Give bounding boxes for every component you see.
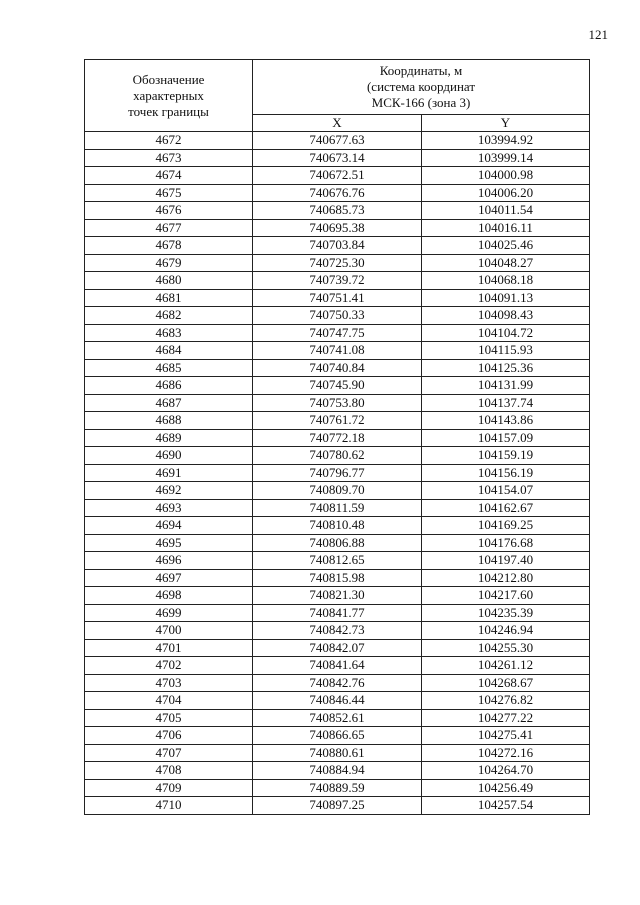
y-coordinate-cell: 104277.22 bbox=[422, 709, 590, 727]
point-id-cell: 4684 bbox=[85, 342, 253, 360]
x-coordinate-cell: 740809.70 bbox=[253, 482, 422, 500]
x-coordinate-cell: 740745.90 bbox=[253, 377, 422, 395]
point-id-cell: 4710 bbox=[85, 797, 253, 815]
x-coordinate-cell: 740846.44 bbox=[253, 692, 422, 710]
y-coordinate-cell: 104025.46 bbox=[422, 237, 590, 255]
y-coordinate-cell: 104068.18 bbox=[422, 272, 590, 290]
x-coordinate-cell: 740897.25 bbox=[253, 797, 422, 815]
point-id-cell: 4700 bbox=[85, 622, 253, 640]
table-row bbox=[85, 359, 590, 377]
point-id-cell: 4698 bbox=[85, 587, 253, 605]
y-coordinate-cell: 104217.60 bbox=[422, 587, 590, 605]
table-row bbox=[85, 779, 590, 797]
x-coordinate-cell: 740880.61 bbox=[253, 744, 422, 762]
y-coordinate-cell: 104257.54 bbox=[422, 797, 590, 815]
point-id-cell: 4687 bbox=[85, 394, 253, 412]
point-id-cell: 4677 bbox=[85, 219, 253, 237]
point-id-cell: 4690 bbox=[85, 447, 253, 465]
point-id-cell: 4686 bbox=[85, 377, 253, 395]
table-row bbox=[85, 342, 590, 360]
point-id-cell: 4680 bbox=[85, 272, 253, 290]
y-coordinate-cell: 104125.36 bbox=[422, 359, 590, 377]
x-coordinate-cell: 740772.18 bbox=[253, 429, 422, 447]
y-coordinate-cell: 104000.98 bbox=[422, 167, 590, 185]
table-row bbox=[85, 604, 590, 622]
point-id-cell: 4699 bbox=[85, 604, 253, 622]
point-id-cell: 4675 bbox=[85, 184, 253, 202]
y-coordinate-cell: 104159.19 bbox=[422, 447, 590, 465]
y-coordinate-cell: 104098.43 bbox=[422, 307, 590, 325]
x-coordinate-cell: 740815.98 bbox=[253, 569, 422, 587]
table-row bbox=[85, 464, 590, 482]
point-id-cell: 4674 bbox=[85, 167, 253, 185]
x-coordinate-cell: 740672.51 bbox=[253, 167, 422, 185]
x-coordinate-cell: 740852.61 bbox=[253, 709, 422, 727]
point-id-cell: 4701 bbox=[85, 639, 253, 657]
y-coordinate-cell: 103999.14 bbox=[422, 149, 590, 167]
y-coordinate-cell: 104235.39 bbox=[422, 604, 590, 622]
x-coordinate-cell: 740866.65 bbox=[253, 727, 422, 745]
y-coordinate-cell: 104154.07 bbox=[422, 482, 590, 500]
point-id-cell: 4696 bbox=[85, 552, 253, 570]
x-coordinate-cell: 740703.84 bbox=[253, 237, 422, 255]
table-row bbox=[85, 657, 590, 675]
x-coordinate-cell: 740747.75 bbox=[253, 324, 422, 342]
point-id-cell: 4679 bbox=[85, 254, 253, 272]
y-coordinate-cell: 104272.16 bbox=[422, 744, 590, 762]
y-coordinate-cell: 104131.99 bbox=[422, 377, 590, 395]
point-id-cell: 4694 bbox=[85, 517, 253, 535]
point-id-cell: 4704 bbox=[85, 692, 253, 710]
y-column-header: Y bbox=[422, 115, 590, 132]
x-coordinate-cell: 740673.14 bbox=[253, 149, 422, 167]
y-coordinate-cell: 104115.93 bbox=[422, 342, 590, 360]
x-coordinate-cell: 740740.84 bbox=[253, 359, 422, 377]
point-id-cell: 4693 bbox=[85, 499, 253, 517]
y-coordinate-cell: 104006.20 bbox=[422, 184, 590, 202]
y-coordinate-cell: 104256.49 bbox=[422, 779, 590, 797]
y-coordinate-cell: 104169.25 bbox=[422, 517, 590, 535]
x-coordinate-cell: 740889.59 bbox=[253, 779, 422, 797]
point-id-cell: 4707 bbox=[85, 744, 253, 762]
x-coordinate-cell: 740676.76 bbox=[253, 184, 422, 202]
coordinates-header: Координаты, м (система координат МСК-166 (зона 3) bbox=[253, 60, 590, 115]
table-row bbox=[85, 429, 590, 447]
table-row bbox=[85, 569, 590, 587]
point-id-cell: 4705 bbox=[85, 709, 253, 727]
table-row bbox=[85, 167, 590, 185]
x-coordinate-cell: 740811.59 bbox=[253, 499, 422, 517]
y-coordinate-cell: 104212.80 bbox=[422, 569, 590, 587]
y-coordinate-cell: 104137.74 bbox=[422, 394, 590, 412]
y-coordinate-cell: 104275.41 bbox=[422, 727, 590, 745]
x-coordinate-cell: 740753.80 bbox=[253, 394, 422, 412]
table-row bbox=[85, 184, 590, 202]
table-row bbox=[85, 727, 590, 745]
x-coordinate-cell: 740750.33 bbox=[253, 307, 422, 325]
table-row bbox=[85, 289, 590, 307]
table-row bbox=[85, 307, 590, 325]
table-row bbox=[85, 709, 590, 727]
y-coordinate-cell: 104176.68 bbox=[422, 534, 590, 552]
x-coordinate-cell: 740842.76 bbox=[253, 674, 422, 692]
y-coordinate-cell: 104157.09 bbox=[422, 429, 590, 447]
x-coordinate-cell: 740884.94 bbox=[253, 762, 422, 780]
table-row bbox=[85, 219, 590, 237]
point-id-cell: 4708 bbox=[85, 762, 253, 780]
point-designation-header: Обозначение характерных точек границы bbox=[85, 60, 253, 132]
x-column-header: X bbox=[253, 115, 422, 132]
table-row bbox=[85, 254, 590, 272]
table-body bbox=[85, 132, 590, 815]
table-row bbox=[85, 587, 590, 605]
x-coordinate-cell: 740677.63 bbox=[253, 132, 422, 150]
table-row bbox=[85, 552, 590, 570]
table-row bbox=[85, 394, 590, 412]
point-id-cell: 4706 bbox=[85, 727, 253, 745]
y-coordinate-cell: 104156.19 bbox=[422, 464, 590, 482]
table-row bbox=[85, 797, 590, 815]
x-coordinate-cell: 740841.77 bbox=[253, 604, 422, 622]
x-coordinate-cell: 740821.30 bbox=[253, 587, 422, 605]
x-coordinate-cell: 740751.41 bbox=[253, 289, 422, 307]
point-id-cell: 4676 bbox=[85, 202, 253, 220]
point-id-cell: 4709 bbox=[85, 779, 253, 797]
x-coordinate-cell: 740806.88 bbox=[253, 534, 422, 552]
table-row bbox=[85, 639, 590, 657]
table-row bbox=[85, 499, 590, 517]
y-coordinate-cell: 104264.70 bbox=[422, 762, 590, 780]
point-id-cell: 4689 bbox=[85, 429, 253, 447]
point-id-cell: 4673 bbox=[85, 149, 253, 167]
x-coordinate-cell: 740739.72 bbox=[253, 272, 422, 290]
table-row bbox=[85, 272, 590, 290]
x-coordinate-cell: 740810.48 bbox=[253, 517, 422, 535]
y-coordinate-cell: 104016.11 bbox=[422, 219, 590, 237]
table-row bbox=[85, 622, 590, 640]
table-row bbox=[85, 674, 590, 692]
x-coordinate-cell: 740812.65 bbox=[253, 552, 422, 570]
point-id-cell: 4697 bbox=[85, 569, 253, 587]
point-id-cell: 4702 bbox=[85, 657, 253, 675]
table-row bbox=[85, 692, 590, 710]
y-coordinate-cell: 104104.72 bbox=[422, 324, 590, 342]
y-coordinate-cell: 104268.67 bbox=[422, 674, 590, 692]
x-coordinate-cell: 740695.38 bbox=[253, 219, 422, 237]
page-number: 121 bbox=[588, 27, 608, 42]
table-row bbox=[85, 377, 590, 395]
point-id-cell: 4682 bbox=[85, 307, 253, 325]
x-coordinate-cell: 740761.72 bbox=[253, 412, 422, 430]
table-row bbox=[85, 202, 590, 220]
x-coordinate-cell: 740796.77 bbox=[253, 464, 422, 482]
point-id-cell: 4683 bbox=[85, 324, 253, 342]
table-row bbox=[85, 132, 590, 150]
x-coordinate-cell: 740725.30 bbox=[253, 254, 422, 272]
y-coordinate-cell: 104162.67 bbox=[422, 499, 590, 517]
table-row bbox=[85, 534, 590, 552]
table-row bbox=[85, 482, 590, 500]
y-coordinate-cell: 104143.86 bbox=[422, 412, 590, 430]
x-coordinate-cell: 740841.64 bbox=[253, 657, 422, 675]
x-coordinate-cell: 740741.08 bbox=[253, 342, 422, 360]
x-coordinate-cell: 740842.73 bbox=[253, 622, 422, 640]
x-coordinate-cell: 740842.07 bbox=[253, 639, 422, 657]
table-row bbox=[85, 744, 590, 762]
table-row bbox=[85, 237, 590, 255]
y-coordinate-cell: 104197.40 bbox=[422, 552, 590, 570]
y-coordinate-cell: 104246.94 bbox=[422, 622, 590, 640]
table-header bbox=[85, 60, 590, 132]
x-coordinate-cell: 740780.62 bbox=[253, 447, 422, 465]
table-row bbox=[85, 517, 590, 535]
point-id-cell: 4692 bbox=[85, 482, 253, 500]
point-id-cell: 4688 bbox=[85, 412, 253, 430]
y-coordinate-cell: 104048.27 bbox=[422, 254, 590, 272]
point-id-cell: 4678 bbox=[85, 237, 253, 255]
point-id-cell: 4695 bbox=[85, 534, 253, 552]
table-row bbox=[85, 447, 590, 465]
coordinates-table bbox=[84, 59, 590, 815]
point-id-cell: 4703 bbox=[85, 674, 253, 692]
y-coordinate-cell: 104261.12 bbox=[422, 657, 590, 675]
table-row bbox=[85, 324, 590, 342]
x-coordinate-cell: 740685.73 bbox=[253, 202, 422, 220]
table-row bbox=[85, 762, 590, 780]
y-coordinate-cell: 104276.82 bbox=[422, 692, 590, 710]
point-id-cell: 4672 bbox=[85, 132, 253, 150]
table-row bbox=[85, 149, 590, 167]
point-id-cell: 4685 bbox=[85, 359, 253, 377]
y-coordinate-cell: 104091.13 bbox=[422, 289, 590, 307]
point-id-cell: 4681 bbox=[85, 289, 253, 307]
y-coordinate-cell: 103994.92 bbox=[422, 132, 590, 150]
point-id-cell: 4691 bbox=[85, 464, 253, 482]
table-row bbox=[85, 412, 590, 430]
y-coordinate-cell: 104011.54 bbox=[422, 202, 590, 220]
y-coordinate-cell: 104255.30 bbox=[422, 639, 590, 657]
